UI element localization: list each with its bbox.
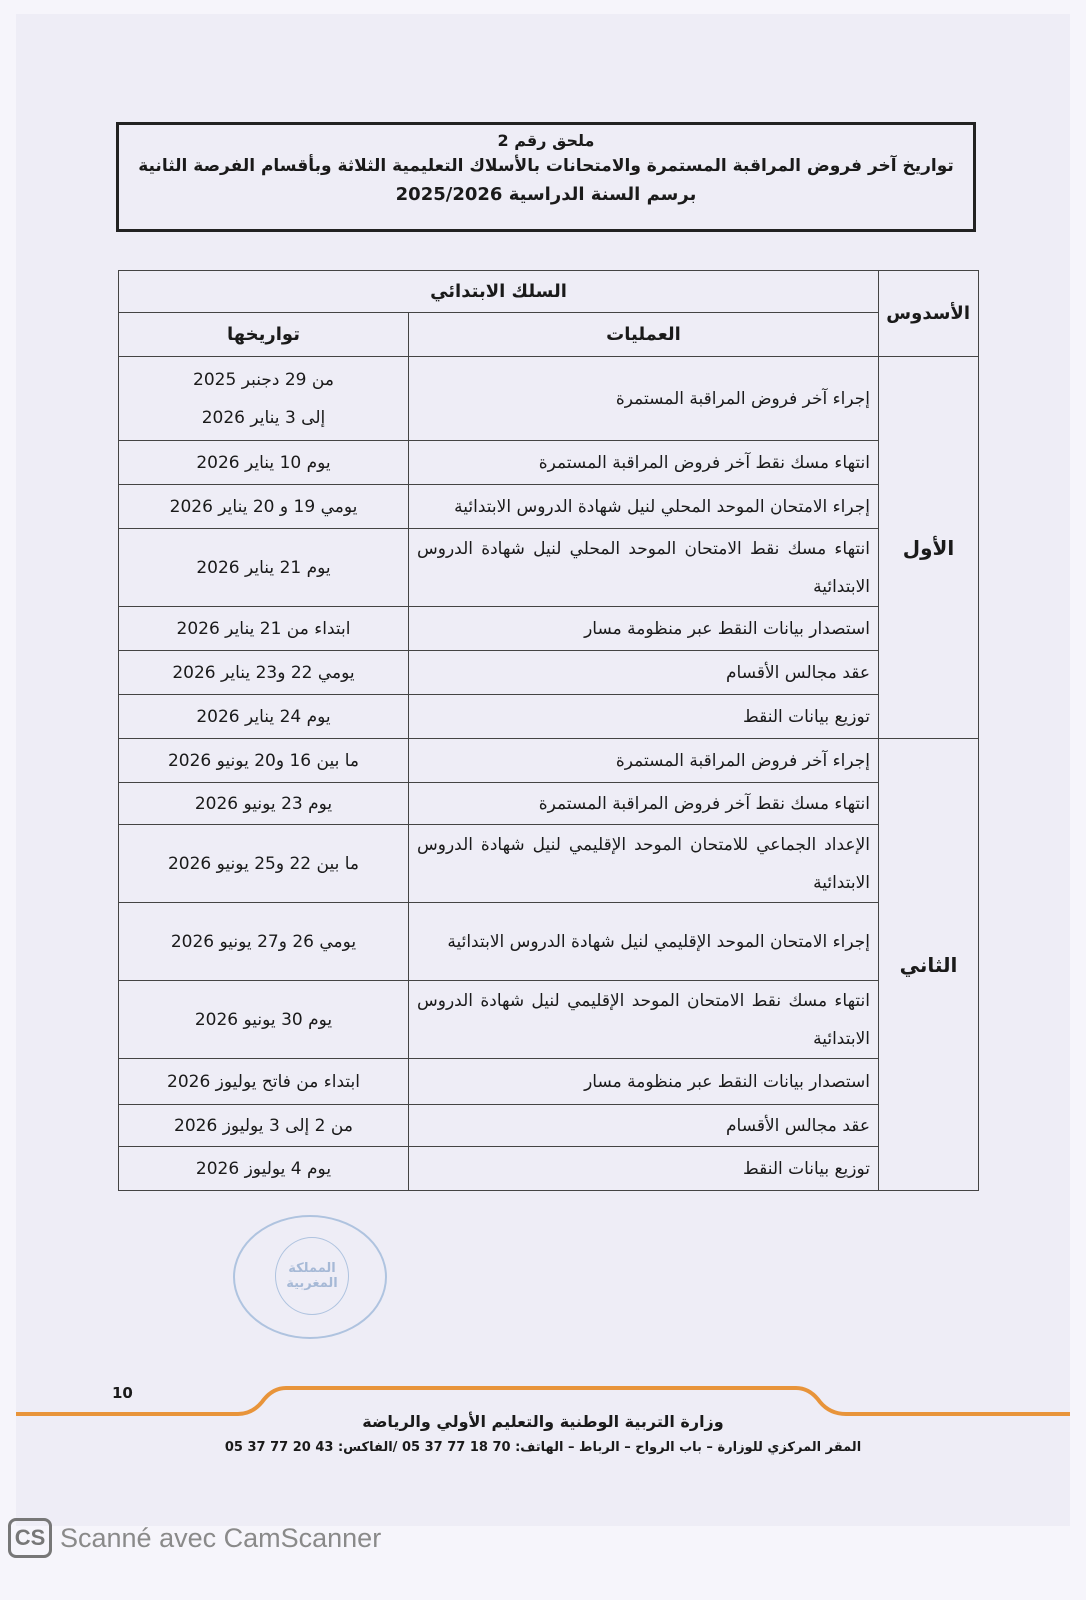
operation-cell: انتهاء مسك نقط الامتحان الموحد المحلي لنيل شهادة الدروس الابتدائية [409,529,879,607]
ministry-address: المقر المركزي للوزارة – باب الرواح – الرباط – الهاتف: 70 18 77 37 05 /الفاكس: 43 20 77 37 05 [224,1440,862,1455]
table-row [119,695,979,739]
operation-cell: إجراء آخر فروض المراقبة المستمرة [409,739,879,783]
date-cell: يوم 24 يناير 2026 [119,695,409,739]
date-cell: ما بين 22 و25 يونيو 2026 [119,825,409,903]
stamp-line-2: المغربية [286,1276,338,1291]
date-cell: ما بين 16 و20 يونيو 2026 [119,739,409,783]
operation-cell: استصدار بيانات النقط عبر منظومة مسار [409,607,879,651]
cycle-header: السلك الابتدائي [119,271,879,313]
dates-header: تواريخها [119,313,409,357]
camscanner-logo: CS [8,1518,52,1558]
operations-header: العمليات [409,313,879,357]
table-row [119,357,979,441]
official-stamp [233,1215,387,1339]
page-number: 10 [112,1384,133,1402]
date-cell: ابتداء من 21 يناير 2026 [119,607,409,651]
date-cell: يوم 23 يونيو 2026 [119,783,409,825]
table-row [119,441,979,485]
operation-cell: توزيع بيانات النقط [409,695,879,739]
operation-cell: إجراء الامتحان الموحد المحلي لنيل شهادة الدروس الابتدائية [409,485,879,529]
operation-cell: عقد مجالس الأقسام [409,651,879,695]
table-row [119,1105,979,1147]
date-cell: ابتداء من فاتح يوليوز 2026 [119,1059,409,1105]
date-cell: يوم 4 يوليوز 2026 [119,1147,409,1191]
date-cell: يومي 22 و23 يناير 2026 [119,651,409,695]
date-cell: يومي 19 و 20 يناير 2026 [119,485,409,529]
document-title: تواريخ آخر فروض المراقبة المستمرة والامتحانات بالأسلاك التعليمية الثلاثة وبأقسام الفرصة الثانية [138,156,954,176]
table-row [119,607,979,651]
date-cell [119,357,409,441]
operation-cell: إجراء آخر فروض المراقبة المستمرة [409,357,879,441]
table-row [119,825,979,903]
date-cell: يوم 30 يونيو 2026 [119,981,409,1059]
stamp-center [275,1237,349,1315]
ministry-name: وزارة التربية الوطنية والتعليم الأولي والرياضة [362,1412,724,1431]
table-row [119,1059,979,1105]
operation-cell: استصدار بيانات النقط عبر منظومة مسار [409,1059,879,1105]
operation-cell: انتهاء مسك نقط آخر فروض المراقبة المستمرة [409,441,879,485]
operation-cell: انتهاء مسك نقط آخر فروض المراقبة المستمرة [409,783,879,825]
annex-label: ملحق رقم 2 [497,131,595,150]
table-row [119,981,979,1059]
table-row [119,485,979,529]
operation-cell: توزيع بيانات النقط [409,1147,879,1191]
date-cell: يومي 26 و27 يونيو 2026 [119,903,409,981]
stamp-line-1: المملكة [288,1261,336,1276]
table-row [119,1147,979,1191]
camscanner-text: Scanné avec CamScanner [60,1522,382,1553]
table-row [119,903,979,981]
date-to: إلى 3 يناير 2026 [201,407,326,428]
date-cell: يوم 10 يناير 2026 [119,441,409,485]
semester-label: الثاني [879,739,979,1191]
operation-cell: الإعداد الجماعي للامتحان الموحد الإقليمي لنيل شهادة الدروس الابتدائية [409,825,879,903]
schedule-table [118,270,979,1191]
table-row [119,739,979,783]
title-box [116,122,976,232]
table-row [119,529,979,607]
operation-cell: عقد مجالس الأقسام [409,1105,879,1147]
table-row [119,783,979,825]
date-cell: يوم 21 يناير 2026 [119,529,409,607]
date-from: من 29 دجنبر 2025 [193,369,334,390]
date-cell: من 2 إلى 3 يوليوز 2026 [119,1105,409,1147]
operation-cell: إجراء الامتحان الموحد الإقليمي لنيل شهادة الدروس الابتدائية [409,903,879,981]
operation-cell: انتهاء مسك نقط الامتحان الموحد الإقليمي لنيل شهادة الدروس الابتدائية [409,981,879,1059]
table-row [119,651,979,695]
school-year: برسم السنة الدراسية 2025/2026 [395,184,697,205]
semester-header: الأسدوس [879,271,979,357]
semester-label: الأول [879,357,979,739]
scanner-watermark [8,1516,381,1560]
